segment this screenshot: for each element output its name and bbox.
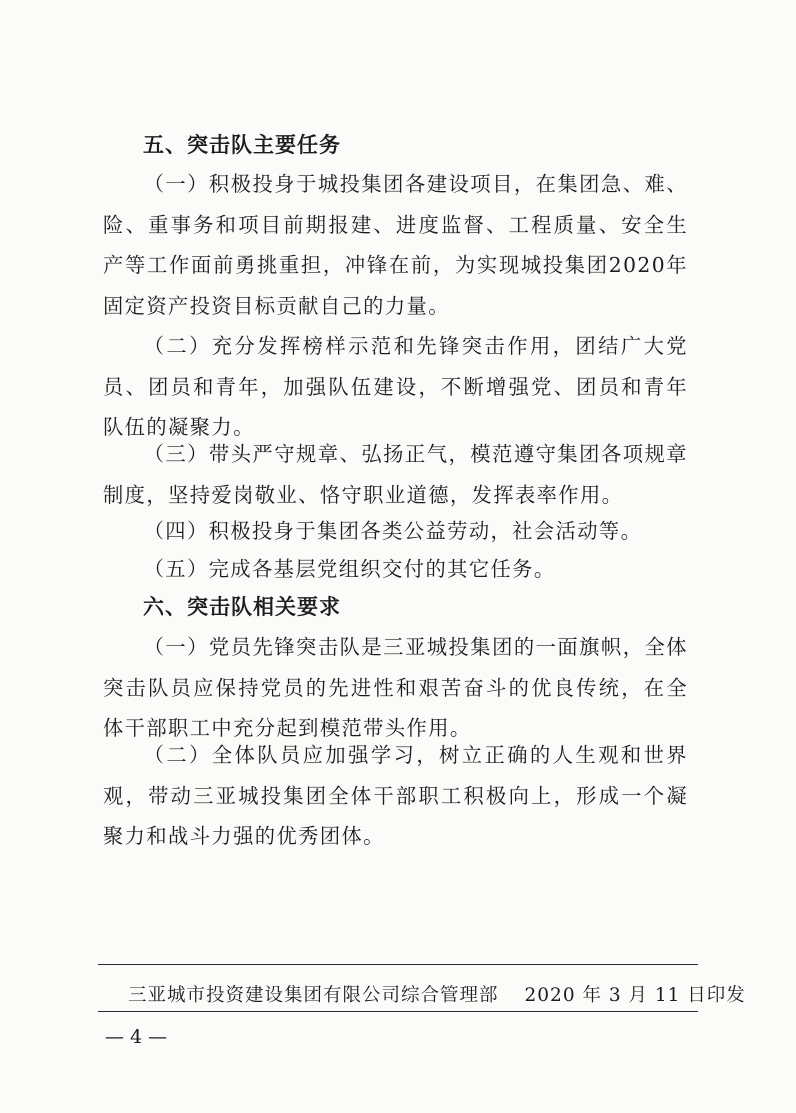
requirement-paragraph-2: （二）全体队员应加强学习，树立正确的人生观和世界观，带动三亚城投集团全体干部职工积极向上，形成一个凝聚力和战斗力强的优秀团体。 xyxy=(103,743,688,848)
footer-bottom-rule xyxy=(98,1011,698,1012)
footer-issuer: 三亚城市投资建设集团有限公司综合管理部 xyxy=(128,985,499,1006)
task-paragraph-5: （五）完成各基层党组织交付的其它任务。 xyxy=(143,557,556,581)
footer-issuer-line xyxy=(128,983,746,1009)
page-number: — 4 — xyxy=(105,1026,168,1048)
footer-top-rule xyxy=(98,964,698,965)
task-paragraph-1: （一）积极投身于城投集团各建设项目，在集团急、难、险、重事务和项目前期报建、进度监督、工程质量、安全生产等工作面前勇挑重担，冲锋在前，为实现城投集团2020年固定资产投资目标贡献自己的力量。 xyxy=(103,172,688,318)
task-paragraph-3: （三）带头严守规章、弘扬正气，模范遵守集团各项规章制度，坚持爱岗敬业、恪守职业道德，发挥表率作用。 xyxy=(103,442,688,507)
footer-date: 2020 年 3 月 11 日印发 xyxy=(524,985,746,1006)
section-heading-tasks: 五、突击队主要任务 xyxy=(143,133,341,157)
section-heading-requirements: 六、突击队相关要求 xyxy=(143,595,341,619)
task-paragraph-2: （二）充分发挥榜样示范和先锋突击作用，团结广大党员、团员和青年，加强队伍建设，不断增强党、团员和青年队伍的凝聚力。 xyxy=(103,334,688,439)
task-paragraph-4: （四）积极投身于集团各类公益劳动，社会活动等。 xyxy=(143,519,643,543)
requirement-paragraph-1: （一）党员先锋突击队是三亚城投集团的一面旗帜，全体突击队员应保持党员的先进性和艰苦奋斗的优良传统，在全体干部职工中充分起到模范带头作用。 xyxy=(103,635,688,740)
